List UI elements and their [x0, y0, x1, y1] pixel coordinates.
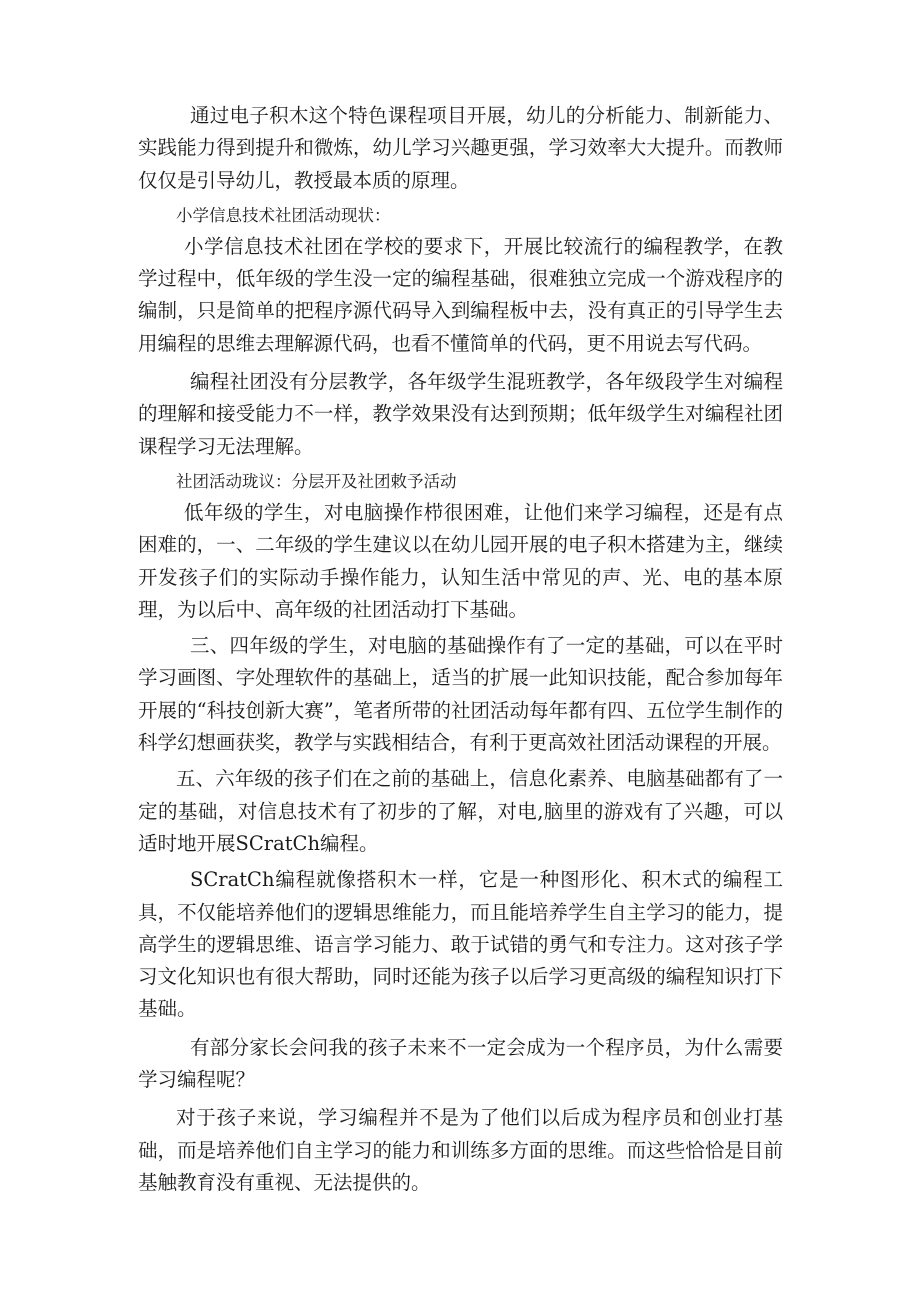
heading-club-status: 小学信息技术社团活动现状：	[176, 205, 391, 225]
paragraph-why-programming: 对于孩子来说，学习编程并不是为了他们以后成为程序员和创业打基础，而是培养他们自主学习的能力和训练多方面的思维。而这些恰恰是目前基触教育没有重视、无法提供的。	[138, 1106, 783, 1194]
paragraph-scratch-benefits: SCratCh编程就像搭积木一样，它是一种图形化、积木式的编程工具，不仅能培养他们的逻辑思维能力，而且能培养学生自主学习的能力，提高学生的逻辑思维、语言学习能力、敢于试错的勇气和专注力。这对孩子学习文化知识也有很大帮助，同时还能为孩子以后学习更高级的编程知识打下基础。	[138, 868, 783, 1021]
paragraph-grades-three-four: 三、四年级的学生，对电脑的基础操作有了一定的基础，可以在平时学习画图、字处理软件的基础上，适当的扩展一此知识技能，配合参加每年开展的“科技创新大赛”，笔者所带的社团活动每年都有四、五位学生制作的科学幻想画获奖，教学与实践相结合，有利于更高效社团活动课程的开展。	[138, 634, 783, 755]
heading-club-suggestion: 社团活动珑议：分层开及社团敕予活动	[176, 471, 457, 491]
document-page	[138, 100, 783, 1199]
paragraph-electronic-blocks-outcome: 通过电子积木这个特色课程项目开展，幼儿的分析能力、制新能力、实践能力得到提升和微炼，幼儿学习兴趣更强，学习效率大大提升。而教师仅仅是引导幼儿，教授最本质的原理。	[138, 104, 783, 192]
paragraph-no-tiered-teaching: 编程社团没有分层教学，各年级学生混班教学，各年级段学生对编程的理解和接受能力不一样，教学效果没有达到预期；低年级学生对编程社团课程学习无法理解。	[138, 370, 783, 458]
paragraph-parent-question: 有部分家长会问我的孩子未来不一定会成为一个程序员，为什么需要学习编程呢？	[138, 1035, 783, 1092]
paragraph-lower-grades: 低年级的学生，对电脑操作栉很困难，让他们来学习编程，还是有点困难的，一、二年级的学生建议以在幼儿园开展的电子积木搭建为主，继续开发孩子们的实际动手操作能力，认知生活中常见的声、光、电的基本原理，为以后中、高年级的社团活动打下基础。	[138, 500, 783, 621]
paragraph-grades-five-six: 五、六年级的孩子们在之前的基础上，信息化素养、电脑基础都有了一定的基础，对信息技术有了初步的了解，对电,脑里的游戏有了兴趣，可以适时地开展SCratCh编程。	[138, 767, 783, 855]
paragraph-club-status: 小学信息技术社团在学校的要求下，开展比较流行的编程教学，在教学过程中，低年级的学生没一定的编程基础，很难独立完成一个游戏程序的编制，只是简单的把程序源代码导入到编程板中去，没有真正的引导学生去用编程的思维去理解源代码，也看不懂简单的代码，更不用说去写代码。	[138, 234, 783, 355]
